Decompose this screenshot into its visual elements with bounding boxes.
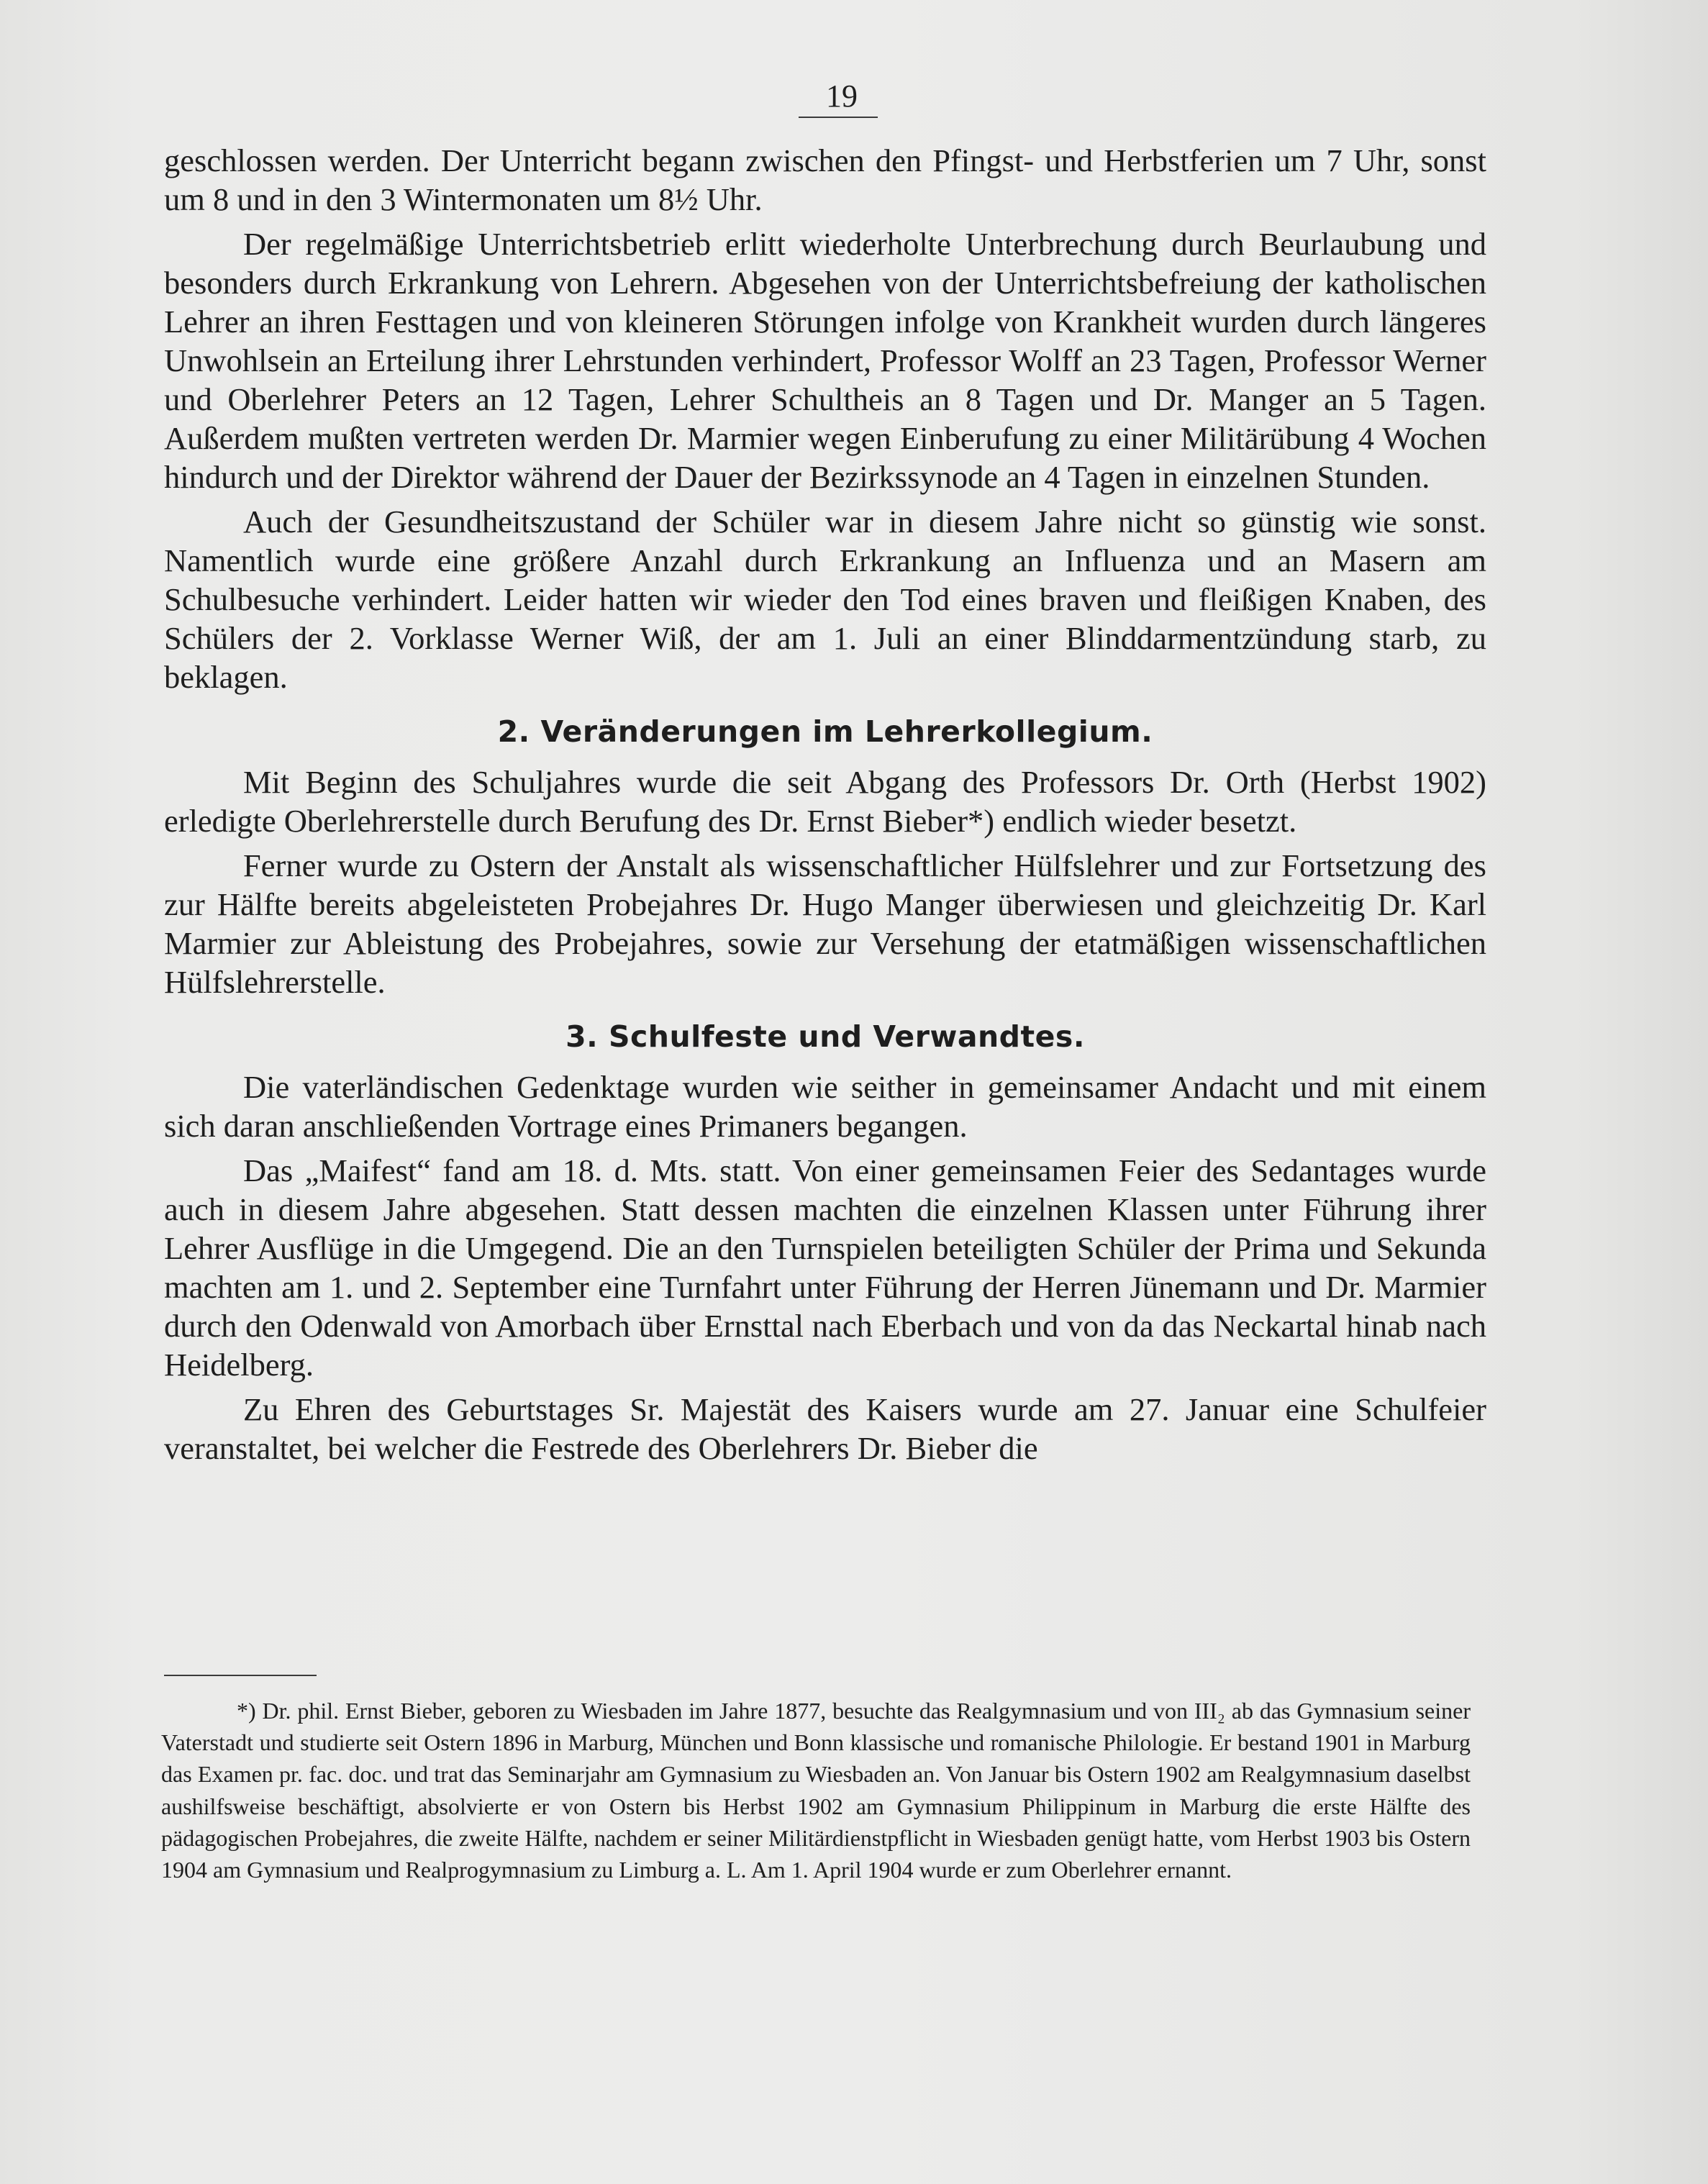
- paragraph: Auch der Gesundheitszustand der Schüler war in diesem Jahre nicht so günstig wie sonst. Namentlich wurde eine größere Anzahl durch Erkrankung an Influenza und an Masern am Schulbesuche verhindert. Leider hatten wir wieder den Tod eines braven und fleißigen Knaben, des Schülers der 2. Vorklasse Werner Wiß, der am 1. Juli an einer Blinddarmentzündung starb, zu beklagen.: [164, 504, 1486, 695]
- paragraph: Zu Ehren des Geburtstages Sr. Majestät des Kaisers wurde am 27. Januar eine Schulfeier veranstaltet, bei welcher die Festrede des Oberlehrers Dr. Bieber die: [164, 1391, 1486, 1466]
- section-heading: 2. Veränderungen im Lehrerkollegium.: [497, 714, 1153, 749]
- paragraph: geschlossen werden. Der Unterricht begann zwischen den Pfingst- und Herbstferien um 7 Uhr, sonst um 8 und in den 3 Wintermonaten um 8½ Uhr.: [164, 142, 1486, 217]
- paragraph: Mit Beginn des Schuljahres wurde die seit Abgang des Professors Dr. Orth (Herbst 1902) erledigte Oberlehrerstelle durch Berufung des Dr. Ernst Bieber*) endlich wieder besetzt.: [164, 764, 1486, 839]
- footnote-text: *) Dr. phil. Ernst Bieber, geboren zu Wiesbaden im Jahre 1877, besuchte das Realgymnasium und von III₂ ab das Gymnasium seiner Vaterstadt und studierte seit Ostern 1896 in Marburg, München und Bonn klassische und romanische Philologie. Er bestand 1901 in Marburg das Examen pr. fac. doc. und trat das Seminarjahr am Gymnasium zu Wiesbaden an. Von Januar bis Ostern 1902 am Realgymnasium daselbst aushilfsweise beschäftigt, absolvierte er von Ostern bis Herbst 1902 am Gymnasium Philippinum in Marburg die erste Hälfte des pädagogischen Probejahres, die zweite Hälfte, nachdem er seiner Militärdienstpflicht in Wiesbaden genügt hatte, vom Herbst 1903 bis Ostern 1904 am Gymnasium und Realprogymnasium zu Limburg a. L. Am 1. April 1904 wurde er zum Oberlehrer ernannt.: [161, 1698, 1471, 1883]
- paragraph: Der regelmäßige Unterrichtsbetrieb erlitt wiederholte Unterbrechung durch Beurlaubung und besonders durch Erkrankung von Lehrern. Abgesehen von der Unterrichtsbefreiung der katholischen Lehrer an ihren Festtagen und von kleineren Störungen infolge von Krankheit wurden durch längeres Unwohlsein an Erteilung ihrer Lehrstunden verhindert, Professor Wolff an 23 Tagen, Professor Werner und Oberlehrer Peters an 12 Tagen, Lehrer Schultheis an 8 Tagen und Dr. Manger an 5 Tagen. Außerdem mußten vertreten werden Dr. Marmier wegen Einberufung zu einer Militärübung 4 Wochen hindurch und der Direktor während der Dauer der Bezirkssynode an 4 Tagen in einzelnen Stunden.: [164, 226, 1486, 495]
- paragraph: Die vaterländischen Gedenktage wurden wie seither in gemeinsamer Andacht und mit einem sich daran anschließenden Vortrage eines Primaners begangen.: [164, 1069, 1486, 1144]
- footnote: [161, 1695, 1471, 1885]
- paragraph: Ferner wurde zu Ostern der Anstalt als wissenschaftlicher Hülfslehrer und zur Fortsetzung des zur Hälfte bereits abgeleisteten Probejahres Dr. Hugo Manger überwiesen und gleichzeitig Dr. Karl Marmier zur Ableistung des Probejahres, sowie zur Versehung der etatmäßigen wissenschaftlichen Hülfslehrerstelle.: [164, 847, 1486, 1000]
- footnote-rule: [164, 1675, 317, 1676]
- page-number: 19: [826, 78, 858, 114]
- page-number-rule: [799, 117, 878, 118]
- section-heading: 3. Schulfeste und Verwandtes.: [565, 1019, 1085, 1054]
- main-text: [164, 141, 1486, 1473]
- paragraph: Das „Maifest“ fand am 18. d. Mts. statt. Von einer gemeinsamen Feier des Sedantages wurde auch in diesem Jahre abgesehen. Statt dessen machten die einzelnen Klassen unter Führung ihrer Lehrer Ausflüge in die Umgegend. Die an den Turnspielen beteiligten Schüler der Prima und Sekunda machten am 1. und 2. September eine Turnfahrt unter Führung der Herren Jünemann und Dr. Marmier durch den Odenwald von Amorbach über Ernsttal nach Eberbach und von da das Neckartal hinab nach Heidelberg.: [164, 1152, 1486, 1383]
